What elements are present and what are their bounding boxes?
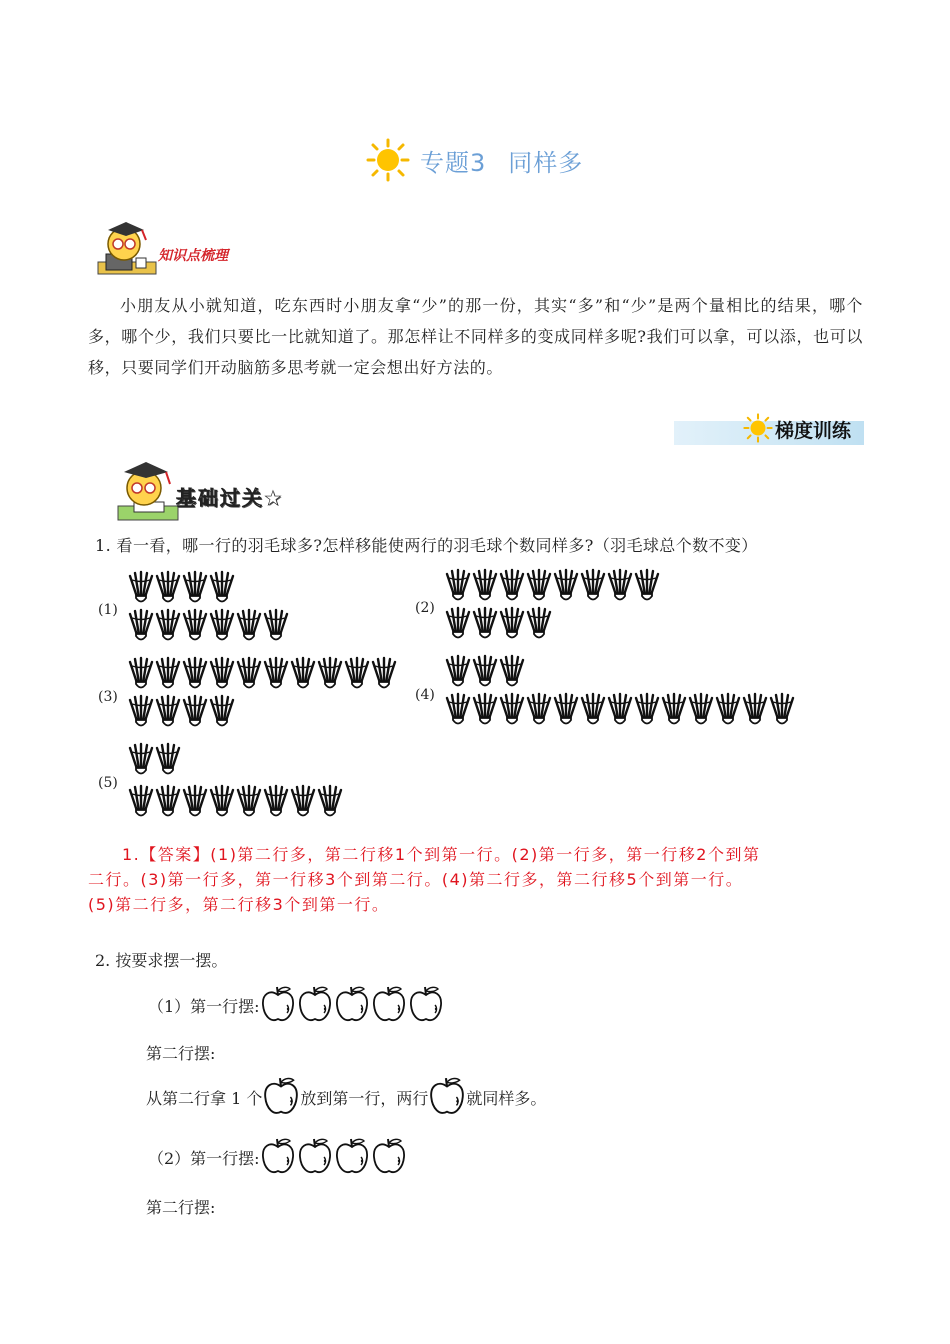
sun-icon	[366, 138, 410, 182]
shuttle-row	[445, 606, 553, 644]
part1-sentence	[146, 1076, 546, 1118]
knowledge-paragraph: 小朋友从小就知道，吃东西时小朋友拿“少”的那一份，其实“多”和“少”是两个量相比的结果，哪个多，哪个少，我们只要比一比就知道了。那怎样让不同样多的变成同样多呢?我们可以拿，可以添，也可以移，只要同学们开动脑筋多思考就一定会想出好方法的。	[88, 296, 863, 377]
shuttlecock-icon	[155, 570, 181, 604]
shuttlecock-icon	[182, 570, 208, 604]
shuttlecock-icon	[263, 784, 289, 818]
group-label: (2)	[415, 600, 435, 616]
sentence-part: 就同样多。	[466, 1088, 547, 1108]
shuttlecock-icon	[290, 656, 316, 690]
shuttlecock-icon	[182, 694, 208, 728]
shuttlecock-icon	[209, 608, 235, 642]
section-bar-label: 梯度训练	[775, 420, 852, 442]
shuttlecock-icon	[236, 656, 262, 690]
group-label: (5)	[98, 775, 118, 791]
shuttlecock-icon	[769, 692, 795, 726]
shuttlecock-icon	[209, 784, 235, 818]
shuttlecock-icon	[263, 608, 289, 642]
apple-icon	[297, 984, 333, 1026]
shuttle-row	[128, 656, 398, 694]
apple-icon	[428, 1076, 466, 1118]
shuttlecock-icon	[634, 692, 660, 726]
apple-icon	[371, 984, 407, 1026]
group-label: (3)	[98, 689, 118, 705]
shuttle-row	[445, 654, 526, 692]
shuttlecock-icon	[317, 656, 343, 690]
group-label: (1)	[98, 602, 118, 618]
shuttlecock-icon	[155, 742, 181, 776]
apple-icon	[262, 1076, 300, 1118]
page-title	[366, 138, 583, 182]
shuttlecock-icon	[182, 784, 208, 818]
shuttlecock-icon	[155, 656, 181, 690]
shuttlecock-icon	[499, 692, 525, 726]
shuttlecock-icon	[607, 568, 633, 602]
part1-row1	[148, 984, 445, 1026]
sentence-part: 放到第一行，两行	[300, 1088, 429, 1108]
apple-icon	[297, 1136, 333, 1178]
apple-icon	[371, 1136, 407, 1178]
row-label: （1）第一行摆:	[148, 996, 260, 1016]
shuttlecock-icon	[182, 608, 208, 642]
part2-row1	[148, 1136, 408, 1178]
shuttlecock-icon	[155, 608, 181, 642]
apple-row	[260, 1136, 408, 1178]
shuttle-row	[445, 692, 796, 730]
shuttlecock-icon	[715, 692, 741, 726]
sun-icon	[743, 413, 773, 443]
shuttle-row	[128, 608, 290, 646]
apple-icon	[260, 1136, 296, 1178]
shuttlecock-icon	[526, 568, 552, 602]
shuttle-row	[128, 570, 236, 608]
shuttlecock-icon	[155, 694, 181, 728]
shuttle-row	[445, 568, 661, 606]
mascot-icon	[96, 218, 160, 280]
knowledge-label: 知识点梳理	[158, 248, 228, 264]
shuttlecock-icon	[553, 692, 579, 726]
shuttlecock-icon	[445, 568, 471, 602]
shuttlecock-icon	[290, 784, 316, 818]
shuttlecock-icon	[128, 742, 154, 776]
shuttle-row	[128, 784, 344, 822]
shuttlecock-icon	[317, 784, 343, 818]
apple-icon	[334, 1136, 370, 1178]
basics-label: 基础过关★	[176, 486, 284, 510]
shuttlecock-icon	[128, 570, 154, 604]
shuttlecock-icon	[472, 654, 498, 688]
apple-row	[260, 984, 445, 1026]
shuttlecock-icon	[661, 692, 687, 726]
answer-line: (5)第二行多，第二行移3个到第一行。	[88, 895, 390, 914]
shuttlecock-icon	[445, 692, 471, 726]
shuttlecock-icon	[472, 568, 498, 602]
shuttlecock-icon	[742, 692, 768, 726]
shuttlecock-icon	[236, 784, 262, 818]
apple-icon	[408, 984, 444, 1026]
shuttlecock-icon	[445, 654, 471, 688]
shuttlecock-icon	[580, 692, 606, 726]
shuttlecock-icon	[371, 656, 397, 690]
question-2-text: 2. 按要求摆一摆。	[95, 951, 228, 970]
shuttlecock-icon	[499, 606, 525, 640]
apple-icon	[334, 984, 370, 1026]
shuttlecock-icon	[128, 694, 154, 728]
shuttlecock-icon	[209, 570, 235, 604]
title-name: 同样多	[508, 148, 584, 177]
row-label: 第二行摆:	[146, 1197, 216, 1217]
mascot-reading-icon	[112, 458, 182, 526]
answer-line: 1.【答案】(1)第二行多，第二行移1个到第一行。(2)第一行多，第一行移2个到第	[122, 845, 761, 864]
shuttlecock-icon	[344, 656, 370, 690]
shuttlecock-icon	[472, 606, 498, 640]
shuttlecock-icon	[236, 608, 262, 642]
shuttlecock-icon	[580, 568, 606, 602]
shuttlecock-icon	[128, 784, 154, 818]
shuttlecock-icon	[128, 608, 154, 642]
shuttlecock-icon	[209, 656, 235, 690]
shuttlecock-icon	[128, 656, 154, 690]
apple-icon	[260, 984, 296, 1026]
part2-row2	[146, 1194, 215, 1218]
shuttlecock-icon	[553, 568, 579, 602]
shuttlecock-icon	[445, 606, 471, 640]
answer-line: 二行。(3)第一行多，第一行移3个到第二行。(4)第二行多，第二行移5个到第一行。	[88, 870, 744, 889]
row-label: 第二行摆:	[146, 1043, 216, 1063]
question-1-text: 1. 看一看，哪一行的羽毛球多?怎样移能使两行的羽毛球个数同样多?（羽毛球总个数不变）	[95, 536, 758, 555]
shuttlecock-icon	[634, 568, 660, 602]
shuttlecock-icon	[607, 692, 633, 726]
shuttlecock-icon	[526, 692, 552, 726]
row-label: （2）第一行摆:	[148, 1148, 260, 1168]
shuttlecock-icon	[472, 692, 498, 726]
shuttle-row	[128, 742, 182, 780]
shuttlecock-icon	[209, 694, 235, 728]
answer-block	[88, 842, 866, 917]
shuttlecock-icon	[182, 656, 208, 690]
group-label: (4)	[415, 687, 435, 703]
shuttlecock-icon	[499, 568, 525, 602]
shuttle-row	[128, 694, 236, 732]
sentence-part: 从第二行拿 1 个	[146, 1088, 263, 1108]
shuttlecock-icon	[263, 656, 289, 690]
title-topic: 专题3	[420, 148, 487, 177]
shuttlecock-icon	[526, 606, 552, 640]
shuttlecock-icon	[499, 654, 525, 688]
part1-row2	[146, 1040, 215, 1064]
shuttlecock-icon	[155, 784, 181, 818]
shuttlecock-icon	[688, 692, 714, 726]
